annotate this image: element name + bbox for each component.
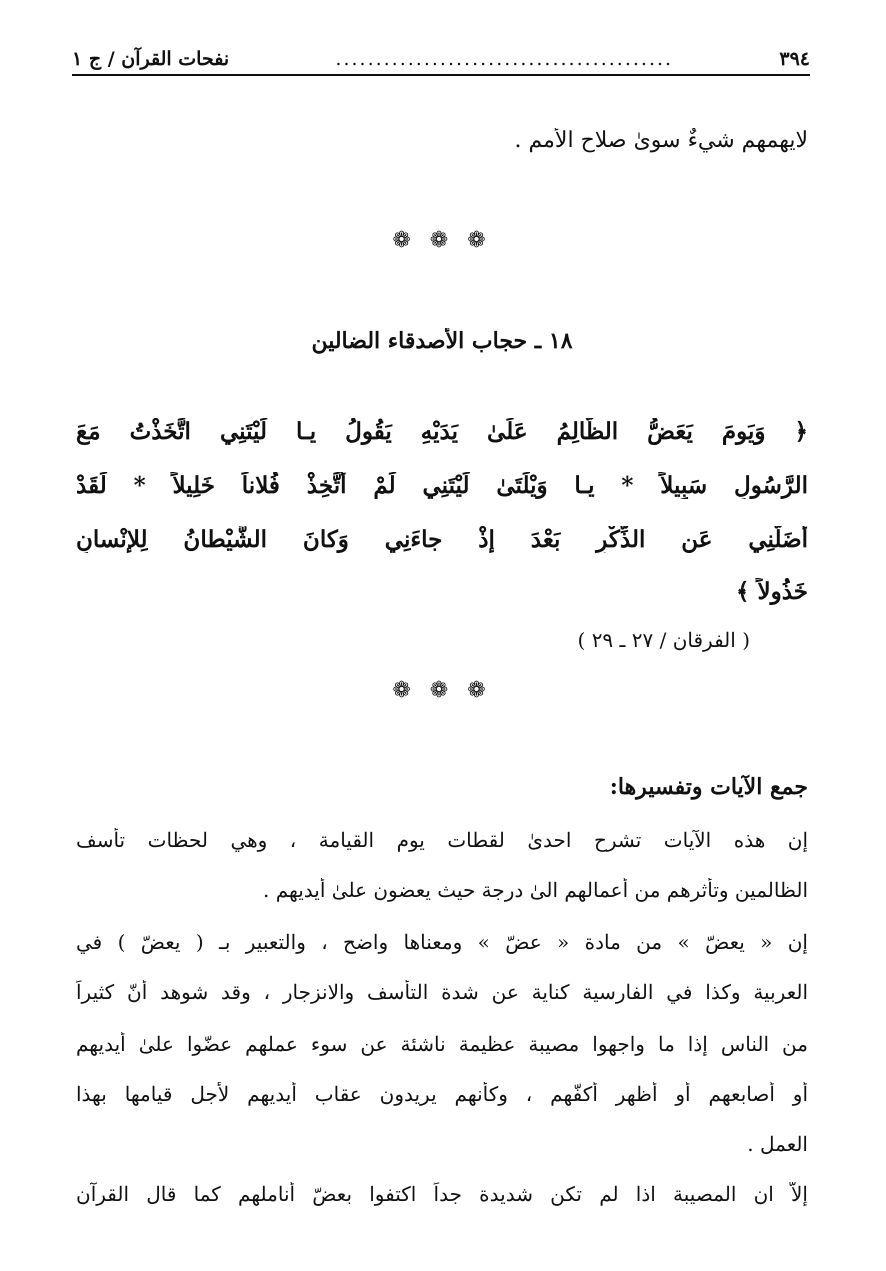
verse-line-3: أَضَلَّنِي عَنِ الذِّكْرِ بَعْدَ إِذْ جاءَنِي وَكانَ الشَّيْطانُ لِلإِنْسانِ xyxy=(76,526,808,553)
body-line-2: الظالمين وتأثرهم من أعمالهم الىٰ درجة حيث يعضون علىٰ أيديهم . xyxy=(262,878,808,902)
verse-line-2: الرَّسُولِ سَبِيلاً * يـا وَيْلَتَىٰ لَيْتَنِي لَمْ أَتَّخِذْ فُلاناً خَلِيلاً * لَقَدْ xyxy=(76,472,808,499)
body-line-5: من الناس إذا ما واجهوا مصيبة عظيمة ناشئة عن سوء عملهم عضّوا علىٰ أيديهم xyxy=(76,1032,808,1056)
subheading: جمع الآيات وتفسيرها: xyxy=(609,774,808,800)
verse-line-4: خَذُولاً ﴾ xyxy=(736,578,808,605)
verse-reference: ( الفرقان / ٢٧ ـ ٢٩ ) xyxy=(577,628,750,652)
section-title: ١٨ ـ حجاب الأصدقاء الضالين xyxy=(311,328,573,354)
separator-bottom: ❁ ❁ ❁ xyxy=(392,678,492,703)
running-header xyxy=(72,42,810,76)
body-line-7: العمل . xyxy=(747,1132,808,1156)
separator-top: ❁ ❁ ❁ xyxy=(392,228,492,253)
body-line-1: إن هذه الآيات تشرح احدىٰ لقطات يوم القيامة ، وهي لحظات تأسف xyxy=(76,828,808,852)
verse-line-1: ﴿ وَيَومَ يَعَضُّ الظَّالِمُ عَلَىٰ يَدَيْهِ يَقُولُ يـا لَيْتَنِي اتَّخَذْتُ مَعَ xyxy=(76,418,808,445)
body-line-4: العربية وكذا في الفارسية كناية عن شدة التأسف والانزجار ، وقد شوهد أنّ كثيراً xyxy=(76,980,808,1004)
body-line-8: إلاّ ان المصيبة اذا لم تكن شديدة جداً اكتفوا بعضّ أناملهم كما قال القرآن xyxy=(76,1182,808,1206)
body-line-3: إن « يعضّ » من مادة « عضّ » ومعناها واضح ، والتعبير بـ ( يعضّ ) في xyxy=(76,930,808,954)
intro-line: لايهمهم شيءٌ سوىٰ صلاح الأُمم . xyxy=(514,128,808,153)
body-line-6: أو أصابعهم أو أظهر أكفّهم ، وكأنهم يريدون عقاب أيديهم لأجل قيامها بهذا xyxy=(76,1082,808,1106)
book-title: نفحات القرآن / ج ١ xyxy=(72,48,230,70)
page-number: ٣٩٤ xyxy=(779,48,810,70)
header-dot-leader: .......................................... xyxy=(335,48,674,70)
